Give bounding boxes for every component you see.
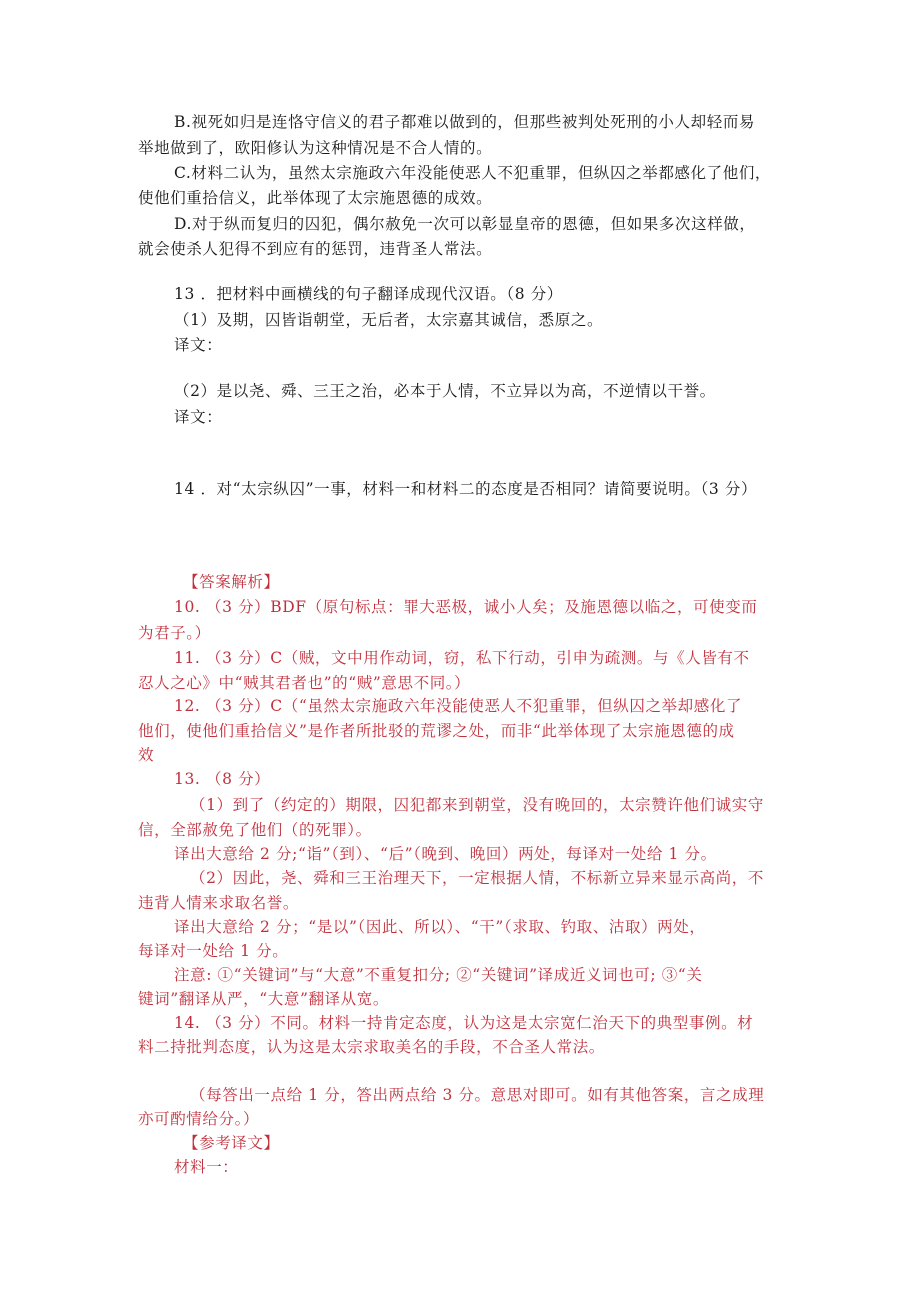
answer-12-line1: 12. （3 分）C（“虽然太宗施政六年没能使恶人不犯重罪，但纵囚之举却感化了 — [174, 697, 743, 715]
answer-13-head: 13. （8 分） — [174, 770, 271, 788]
q13-sentence-1: （1）及期，囚皆诣朝堂，无后者，太宗嘉其诚信，悉原之。 — [174, 311, 604, 329]
answer-12-line3: 效 — [138, 746, 155, 764]
q13-translation-label-2: 译文： — [174, 408, 223, 426]
option-b-line1: B.视死如归是连恪守信义的君子都难以做到的，但那些被判处死刑的小人却轻而易 — [174, 113, 756, 131]
note-line1: 注意: ①“关键词”与“大意”不重复扣分; ②“关键词”译成近义词也可; ③“关 — [174, 966, 703, 984]
option-b-line2: 举地做到了，欧阳修认为这种情况是不合人情的。 — [138, 139, 493, 157]
answer-10-line1: 10. （3 分）BDF（原句标点：罪大恶极，诚小人矣；及施恩德以临之，可使变而 — [174, 598, 758, 616]
answer-11-line2: 忍人之心》中“贼其君者也”的“贼”意思不同。） — [138, 674, 471, 692]
answer-header: 【答案解析】 — [183, 573, 280, 591]
q14-title: 14 ．对“太宗纵囚”一事，材料一和材料二的态度是否相同？请简要说明。（3 分） — [174, 480, 758, 498]
option-d-line1: D.对于纵而复归的囚犯，偶尔赦免一次可以彰显皇帝的恩德，但如果多次这样做， — [174, 215, 756, 233]
answer-13-2-line2: 违背人情来求取名誉。 — [138, 894, 300, 912]
option-c-line1: C.材料二认为，虽然太宗施政六年没能使恶人不犯重罪，但纵囚之举都感化了他们， — [174, 164, 772, 182]
answer-13-2-score-line1: 译出大意给 2 分；“是以”（因此、所以）、“干”（求取、钓取、沽取）两处， — [174, 918, 706, 936]
answer-14-line2: 料二持批判态度，认为这是太宗求取美名的手段，不合圣人常法。 — [138, 1038, 605, 1056]
material-one-label: 材料一： — [174, 1158, 239, 1176]
q13-translation-label-1: 译文： — [174, 336, 223, 354]
answer-14-score-line1: （每答出一点给 1 分，答出两点给 3 分。意思对即可。如有其他答案，言之成理 — [190, 1086, 765, 1104]
answer-13-1-line2: 信，全部赦免了他们（的死罪）。 — [138, 821, 372, 839]
reference-translation-header: 【参考译文】 — [183, 1134, 280, 1152]
q13-sentence-2: （2）是以尧、舜、三王之治，必本于人情，不立异以为高，不逆情以干誉。 — [174, 382, 716, 400]
option-c-line2: 使他们重拾信义，此举体现了太宗施恩德的成效。 — [138, 189, 493, 207]
note-line2: 键词”翻译从严，“大意”翻译从宽。 — [138, 990, 389, 1008]
option-d-line2: 就会使杀人犯得不到应有的惩罚，违背圣人常法。 — [138, 240, 493, 258]
answer-13-1-score: 译出大意给 2 分;“诣”（到）、“后”（晚到、晚回）两处，每译对一处给 1 分。 — [174, 845, 717, 863]
answer-10-line2: 为君子。） — [138, 624, 211, 642]
answer-13-2-score-line2: 每译对一处给 1 分。 — [138, 942, 289, 960]
answer-13-1-line1: （1）到了（约定的）期限，囚犯都来到朝堂，没有晚回的，太宗赞许他们诚实守 — [190, 796, 764, 814]
answer-13-2-line1: （2）因此，尧、舜和三王治理天下，一定根据人情，不标新立异来显示高尚，不 — [190, 869, 764, 887]
answer-14-score-line2: 亦可酌情给分。） — [138, 1110, 260, 1128]
q13-title: 13 ．把材料中画横线的句子翻译成现代汉语。（8 分） — [174, 285, 563, 303]
answer-14-line1: 14. （3 分）不同。材料一持肯定态度，认为这是太宗宽仁治天下的典型事例。材 — [174, 1014, 754, 1032]
answer-11-line1: 11. （3 分）C（贼，文中用作动词，窃，私下行动，引申为疏测。与《人皆有不 — [174, 649, 750, 667]
answer-12-line2: 他们，使他们重拾信义”是作者所批驳的荒谬之处，而非“此举体现了太宗施恩德的成 — [138, 722, 735, 740]
